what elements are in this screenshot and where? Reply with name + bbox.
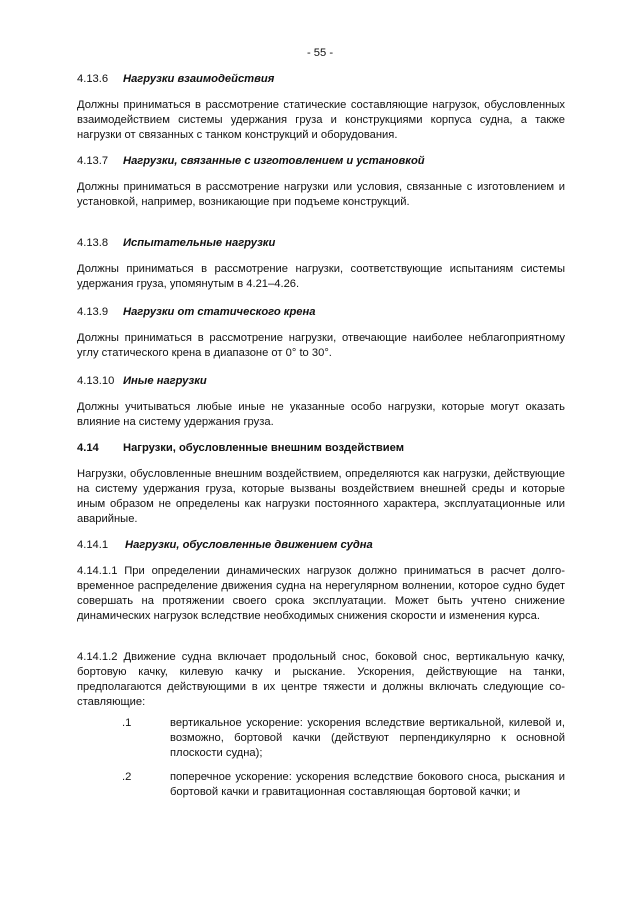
section-heading-4-13-8: [77, 236, 275, 251]
list-item-text: поперечное ускорение: ускорения вследствие бокового сноса, рыскания и бортовой качки и гравитационная составляющая бортовой качки; и: [170, 771, 565, 798]
list-item: [77, 770, 565, 800]
section-heading-4-14: [77, 441, 404, 456]
section-heading-4-14-1: [77, 538, 373, 553]
list-item-text: вертикальное ускорение: ускорения вследствие вертикальной, килевой и, возможно, бортовой качки (действуют перпендикулярно к основной плоскости судна);: [170, 717, 565, 759]
section-text-4-13-7: [77, 180, 565, 210]
section-text-4-13-6: [77, 98, 565, 143]
paragraph: Нагрузки, обусловленные внешним воздействием, определяются как нагрузки, действующие на систему удержания груза, которые вызваны воздействием внешней среды и которые иным образом не определены как нагрузки постоянного характера, эксплуатационные или аварийные.: [77, 468, 565, 525]
section-number: 4.13.10: [77, 375, 115, 387]
section-number: 4.13.7: [77, 155, 109, 167]
paragraph: 4.14.1.1 При определении динамических нагрузок должно приниматься в расчет долговременное распределение движения судна на нерегулярном волнении, которое судно будет совершать на протяжении своего срока эксплуатации. Может быть учтено снижение динамических нагрузок вследствие необходимых снижения скорости и изменения курса.: [77, 565, 565, 622]
section-title: Нагрузки, обусловленные внешним воздействием: [123, 442, 405, 454]
paragraph: Должны приниматься в рассмотрение нагрузки или условия, связанные с изготовлением и установкой, например, возникающие при подъеме конструкций.: [77, 181, 565, 208]
paragraph: Должны приниматься в рассмотрение нагрузки, соответствующие испытаниям системы удержания груза, упомянутым в 4.21–4.26.: [77, 263, 565, 290]
section-heading-4-13-10: [77, 374, 207, 389]
paragraph: Должны приниматься в рассмотрение статические составляющие нагрузок, обусловленных взаимодействием системы удержания груза и конструкциями корпуса судна, а также нагрузки от связанных с танком конструкций и оборудования.: [77, 99, 565, 141]
section-heading-4-13-7: [77, 154, 425, 169]
list-item: [77, 716, 565, 761]
section-number: 4.14.1: [77, 539, 109, 551]
paragraph: Должны приниматься в рассмотрение нагрузки, отвечающие наиболее неблагоприятному углу статического крена в диапазоне от 0° to 30°.: [77, 332, 565, 359]
section-title: Иные нагрузки: [123, 375, 207, 387]
section-number: 4.13.8: [77, 237, 109, 249]
list-marker: .1: [122, 717, 132, 729]
section-text-4-14: [77, 467, 565, 527]
section-text-4-13-9: [77, 331, 565, 361]
section-title: Нагрузки взаимодействия: [123, 73, 275, 85]
section-title: Нагрузки, обусловленные движением судна: [125, 539, 373, 551]
section-title: Нагрузки, связанные с изготовлением и установкой: [123, 155, 425, 167]
section-heading-4-13-6: [77, 72, 274, 87]
section-title: Испытательные нагрузки: [123, 237, 276, 249]
paragraph-4-14-1-2: [77, 650, 565, 710]
section-number: 4.13.6: [77, 73, 109, 85]
section-number: 4.14: [77, 442, 99, 454]
section-heading-4-13-9: [77, 305, 316, 320]
paragraph-4-14-1-1: [77, 564, 565, 624]
paragraph: Должны учитываться любые иные не указанные особо нагрузки, которые могут оказать влияние на систему удержания груза.: [77, 401, 565, 428]
section-number: 4.13.9: [77, 306, 109, 318]
page-number: - 55 -: [306, 47, 334, 59]
list-marker: .2: [122, 771, 132, 783]
section-text-4-13-10: [77, 400, 565, 430]
section-text-4-13-8: [77, 262, 565, 292]
paragraph: 4.14.1.2 Движение судна включает продольный снос, боковой снос, вертикальную качку, бортовую качку, килевую качку и рыскание. Ускорения, действующие на танки, предполагаются действующими в их центре тяжести и должны включать следующие составляющие:: [77, 651, 565, 708]
section-title: Нагрузки от статического крена: [123, 306, 316, 318]
